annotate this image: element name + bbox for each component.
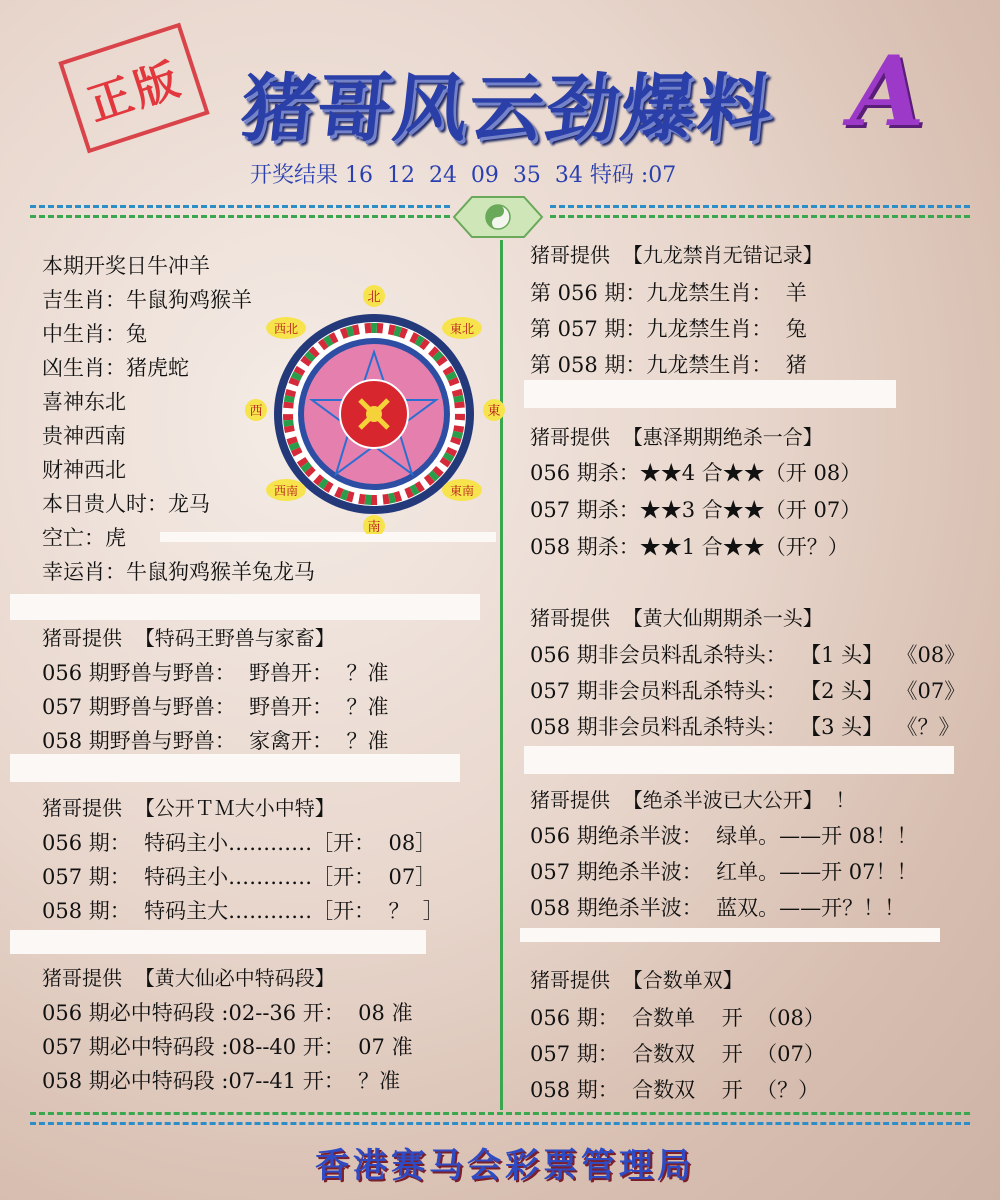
- section-row: 058 期： 特码主大…………［开： ？ ］: [42, 899, 444, 923]
- authentic-stamp: 正版: [58, 23, 209, 154]
- section-row: 058 期： 合数双 开 （？）: [530, 1078, 820, 1102]
- section-header: 猪哥提供 【黄大仙必中特码段】: [42, 966, 335, 990]
- blank-bar: [524, 380, 896, 408]
- top-wave-right: [550, 205, 970, 212]
- info-line: 本期开奖日牛冲羊: [42, 254, 210, 278]
- section-row: 058 期必中特码段 :07--41 开： ？准: [42, 1069, 401, 1093]
- section-row: 057 期必中特码段 :08--40 开： 07 准: [42, 1035, 413, 1059]
- edition-letter: A: [850, 35, 925, 148]
- section-row: 第 057 期：九龙禁生肖： 兔: [530, 317, 807, 341]
- wheel-label-sw: 西南: [273, 484, 299, 498]
- info-line: 喜神东北: [42, 390, 126, 414]
- top-wave-left: [30, 205, 450, 212]
- info-line: 贵神西南: [42, 424, 126, 448]
- wheel-label-west: 西: [249, 404, 263, 419]
- section-header: 猪哥提供 【黄大仙期期杀一头】: [530, 606, 823, 630]
- wheel-label-nw: 西北: [273, 322, 299, 336]
- blank-bar: [10, 594, 480, 620]
- section-row: 第 058 期：九龙禁生肖： 猪: [530, 353, 807, 377]
- section-row: 056 期野兽与野兽： 野兽开： ？准: [42, 661, 389, 685]
- section-header: 猪哥提供 【特码王野兽与家畜】: [42, 626, 335, 650]
- wheel-label-north: 北: [367, 290, 381, 305]
- info-line: 空亡：虎: [42, 526, 126, 550]
- section-row: 056 期： 合数单 开 （08）: [530, 1006, 825, 1030]
- info-line: 财神西北: [42, 458, 126, 482]
- info-line: 凶生肖：猪虎蛇: [42, 356, 189, 380]
- section-header: 猪哥提供 【绝杀半波已大公开】 ！: [530, 788, 856, 812]
- fortune-wheel: [240, 282, 508, 534]
- top-wave-left-2: [30, 215, 450, 222]
- draw-result: 开奖结果 16 12 24 09 35 34 特码 :07: [250, 163, 677, 188]
- section-header: 猪哥提供 【惠泽期期绝杀一合】: [530, 425, 823, 449]
- section-row: 057 期： 特码主小…………［开： 07］: [42, 865, 437, 889]
- footer-title: 香港赛马会彩票管理局: [315, 1146, 695, 1186]
- section-row: 058 期绝杀半波： 蓝双。——开？！！: [530, 896, 906, 920]
- section-row: 057 期绝杀半波： 红单。——开 07！！: [530, 860, 918, 884]
- page-title: 猪哥风云劲爆料: [236, 66, 778, 152]
- section-row: 056 期必中特码段 :02--36 开： 08 准: [42, 1001, 413, 1025]
- section-row: 058 期野兽与野兽： 家禽开： ？准: [42, 729, 389, 753]
- info-line: 中生肖：兔: [42, 322, 147, 346]
- info-line: 本日贵人时：龙马: [42, 492, 210, 516]
- section-row: 056 期绝杀半波： 绿单。——开 08！！: [530, 824, 918, 848]
- bottom-wave: [30, 1112, 970, 1119]
- section-row: 058 期非会员料乱杀特头： 【3 头】 《？》: [530, 715, 960, 739]
- blank-bar: [520, 928, 940, 942]
- info-line: 幸运肖：牛鼠狗鸡猴羊兔龙马: [42, 560, 315, 584]
- blank-bar: [10, 754, 460, 782]
- section-header: 猪哥提供 【九龙禁肖无错记录】: [530, 243, 823, 267]
- wheel-label-ne: 東北: [449, 322, 475, 336]
- section-header: 猪哥提供 【公开ＴＭ大小中特】: [42, 796, 335, 820]
- section-header: 猪哥提供 【合数单双】: [530, 968, 743, 992]
- section-row: 057 期非会员料乱杀特头： 【2 头】 《07》: [530, 679, 966, 703]
- top-wave-right-2: [550, 215, 970, 222]
- blank-bar: [524, 746, 954, 774]
- wheel-label-se: 東南: [449, 484, 475, 498]
- section-row: 058 期杀：★★1 合★★（开？）: [530, 535, 849, 559]
- info-line: 吉生肖：牛鼠狗鸡猴羊: [42, 288, 252, 312]
- section-row: 057 期野兽与野兽： 野兽开： ？准: [42, 695, 389, 719]
- section-row: 056 期： 特码主小…………［开： 08］: [42, 831, 437, 855]
- section-row: 第 056 期：九龙禁生肖： 羊: [530, 281, 807, 305]
- section-row: 057 期： 合数双 开 （07）: [530, 1042, 825, 1066]
- wheel-label-south: 南: [367, 520, 381, 534]
- bagua-emblem-icon: [452, 193, 544, 241]
- section-row: 057 期杀：★★3 合★★（开 07）: [530, 498, 862, 522]
- bottom-wave-2: [30, 1122, 970, 1129]
- section-row: 056 期非会员料乱杀特头： 【1 头】 《08》: [530, 643, 966, 667]
- blank-bar: [10, 930, 426, 954]
- wheel-label-east: 東: [487, 404, 501, 419]
- section-row: 056 期杀：★★4 合★★（开 08）: [530, 461, 862, 485]
